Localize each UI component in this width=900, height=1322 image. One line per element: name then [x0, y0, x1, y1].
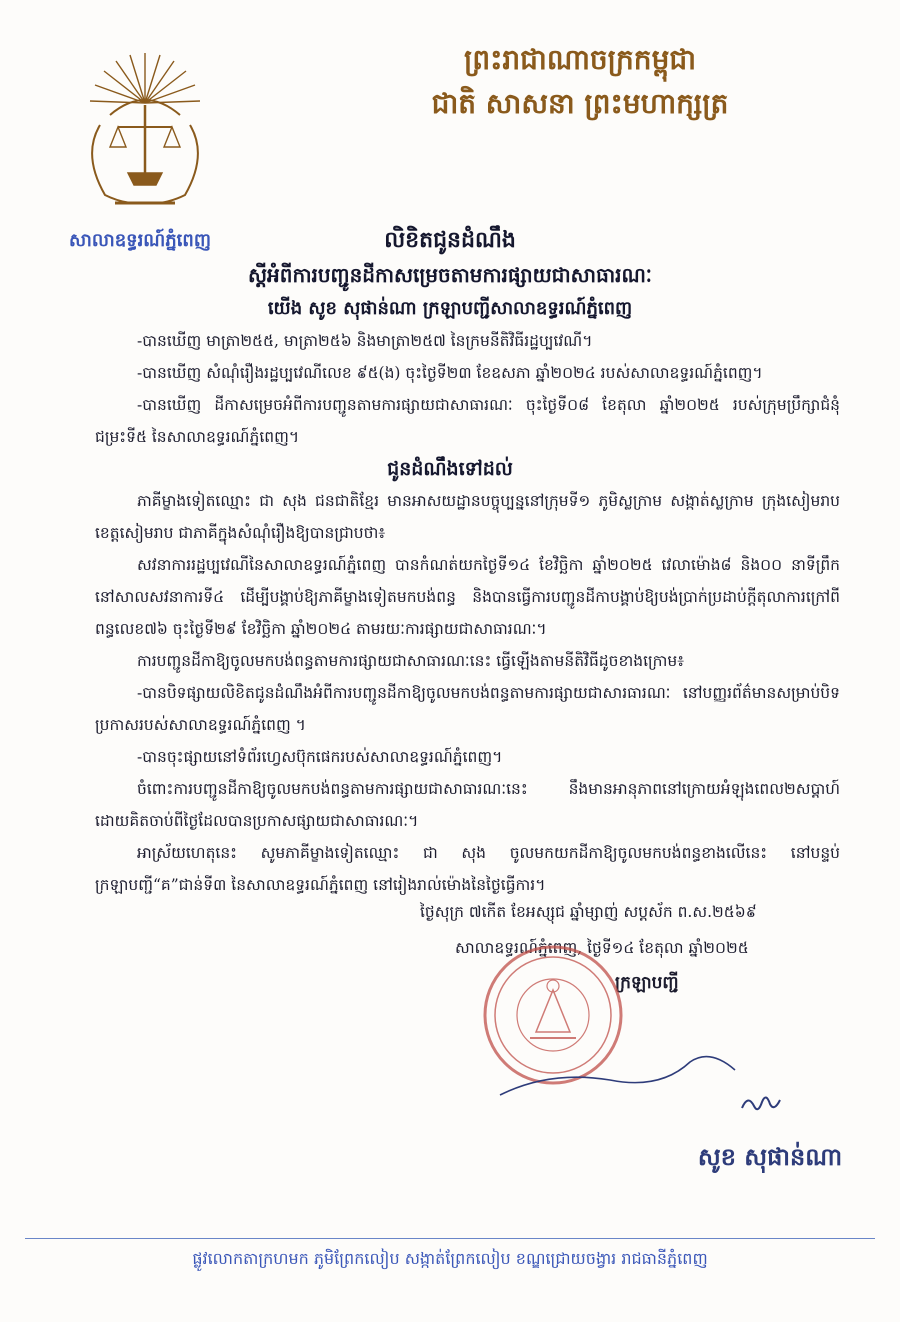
signer-role: ក្រឡាបញ្ជី	[615, 973, 679, 993]
kingdom-name: ព្រះរាជាណាចក្រកម្ពុជា	[463, 43, 696, 76]
document-issuer: យើង សូខ សុផាន់ណា ក្រឡាបញ្ជីសាលាឧទ្ធរណ៍ភ្នំពេញ	[267, 298, 633, 319]
paragraph: អាស្រ័យហេតុនេះ សូមភាគីម្ខាងទៀតឈ្មោះ ជា សុង ចូលមកយកដីកាឱ្យចូលមកបង់ពន្ធខាងលើនេះ នៅបន្ទប់ក្រឡាបញ្ជី“គ”ជាន់ទី៣ នៃសាលាឧទ្ធរណ៍ភ្នំពេញ នៅរៀងរាល់ម៉ោងនៃថ្ងៃធ្វើការ។	[95, 844, 840, 894]
document-subject: ស្តីអំពីការបញ្ជូនដីកាសម្រេចតាមការផ្សាយជាសាធារណៈ	[248, 263, 652, 287]
court-name: សាលាឧទ្ធរណ៍ភ្នំពេញ	[69, 230, 211, 251]
signer-name: សូខ សុផាន់ណា	[697, 1143, 843, 1171]
citation-line: -បានឃើញ សំណុំរឿងរដ្ឋប្បវេណីលេខ ៩៥(ង) ចុះថ្ងៃទី២៣ ខែឧសភា ឆ្នាំ២០២៤ របស់សាលាឧទ្ធរណ៍ភ្នំពេញ។	[137, 364, 763, 382]
paragraph: -បានចុះផ្សាយនៅទំព័រហ្វេសប៊ុកផេករបស់សាលាឧទ្ធរណ៍ភ្នំពេញ។	[137, 748, 503, 766]
footer-address: ផ្លូវលោកតាក្រហមក ភូមិព្រែកលៀប សង្កាត់ព្រែកលៀប ខណ្ឌជ្រោយចង្វារ រាជធានីភ្នំពេញ	[192, 1249, 708, 1268]
document-title: លិខិតជូនដំណឹង	[384, 228, 516, 253]
national-motto: ជាតិ សាសនា ព្រះមហាក្សត្រ	[431, 87, 729, 120]
paragraph: ចំពោះការបញ្ជូនដីកាឱ្យចូលមកបង់ពន្ធតាមការផ្សាយជាសាធារណៈនេះ នឹងមានអានុភាពនៅក្រោយអំឡុងពេល២សប្តាហ៍ ដោយគិតចាប់ពីថ្ងៃដែលបានប្រកាសផ្សាយជាសាធារណៈ។	[95, 780, 840, 830]
court-emblem-icon	[70, 45, 220, 215]
citation-line: -បានឃើញ ដីកាសម្រេចអំពីការបញ្ជូនតាមការផ្សាយជាសាធារណៈ ចុះថ្ងៃទី០៨ ខែតុលា ឆ្នាំ២០២៥ របស់ក្រុមប្រឹក្សាជំនុំជម្រះទី៥ នៃសាលាឧទ្ធរណ៍ភ្នំពេញ។	[95, 396, 840, 446]
place-date: សាលាឧទ្ធរណ៍ភ្នំពេញ, ថ្ងៃទី១៤ ខែតុលា ឆ្នាំ២០២៥	[455, 939, 749, 957]
paragraph: -បានបិទផ្សាយលិខិតជូនដំណឹងអំពីការបញ្ជូនដីកាឱ្យចូលមកបង់ពន្ធតាមការផ្សាយជាសារធារណៈ នៅបញ្ញរព័ត៌មានសម្រាប់បិទប្រកាសរបស់សាលាឧទ្ធរណ៍ភ្នំពេញ ។	[95, 684, 840, 734]
signature-scrawl	[490, 1040, 750, 1110]
paragraph: ការបញ្ជូនដីកាឱ្យចូលមកបង់ពន្ធតាមការផ្សាយជាសាធារណៈនេះ ធ្វើឡើងតាមនីតិវិធីដូចខាងក្រោម៖	[137, 652, 685, 670]
footer-divider	[25, 1238, 875, 1239]
notify-heading: ជូនដំណឹងទៅដល់	[387, 458, 513, 480]
lunar-date: ថ្ងៃសុក្រ ៧កើត ខែអស្សុជ ឆ្នាំម្សាញ់ សប្តស័ក ព.ស.២៥៦៩	[420, 903, 757, 921]
letterhead	[360, 38, 800, 126]
paragraph: សវនាការរដ្ឋប្បវេណីនៃសាលាឧទ្ធរណ៍ភ្នំពេញ បានកំណត់យកថ្ងៃទី១៤ ខែវិច្ឆិកា ឆ្នាំ២០២៥ វេលាម៉ោង៨ និង០០ នាទីព្រឹក នៅសាលសវនាការទី៤ ដើម្បីបង្គាប់ឱ្យភាគីម្ខាងទៀតមកបង់ពន្ធ និងបានធ្វើការបញ្ជូនដីកាបង្គាប់ឱ្យបង់ប្រាក់ប្រដាប់ក្ដីតុលាការក្រៅពីពន្ធលេខ៧៦ ចុះថ្ងៃទី២៩ ខែវិច្ឆិកា ឆ្នាំ២០២៤ តាមរយៈការផ្សាយជាសាធារណៈ។	[95, 556, 840, 638]
paragraph: ភាគីម្ខាងទៀតឈ្មោះ ជា សុង ជនជាតិខ្មែរ មានអាសយដ្ឋានបច្ចុប្បន្ននៅក្រុមទី១ ភូមិស្លក្រាម សង្កាត់ស្លក្រាម ក្រុងសៀមរាប ខេត្តសៀមរាប ជាភាគីក្នុងសំណុំរឿងឱ្យបានជ្រាបថា៖	[95, 492, 840, 542]
citation-line: -បានឃើញ មាត្រា២៥៥, មាត្រា២៥៦ និងមាត្រា២៥៧ នៃក្រមនីតិវិធីរដ្ឋប្បវេណី។	[137, 332, 593, 350]
